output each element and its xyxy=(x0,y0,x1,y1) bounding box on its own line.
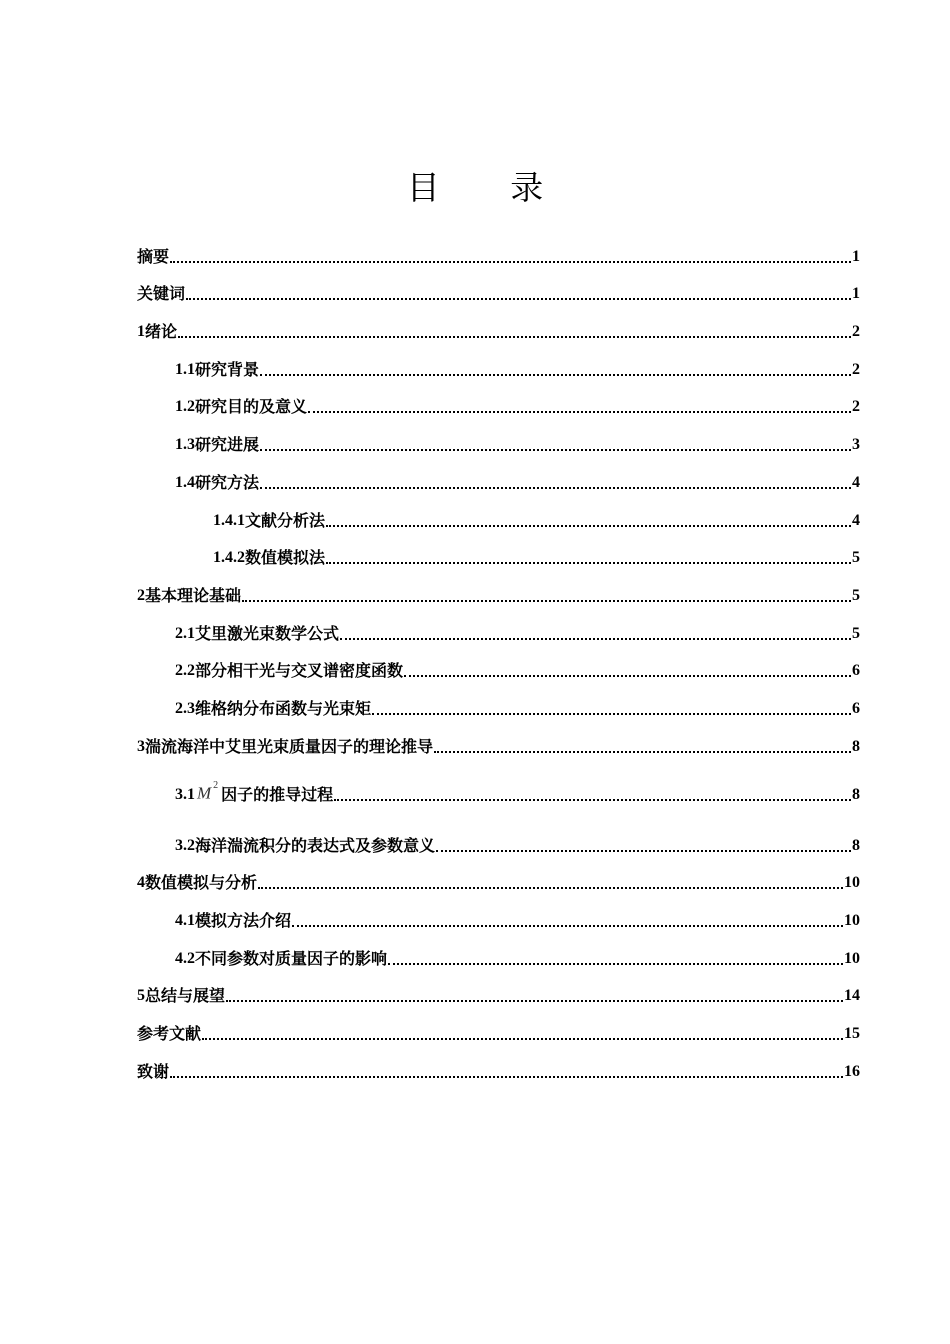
toc-entry-2-2[interactable] xyxy=(137,652,860,690)
dot-leader xyxy=(178,336,851,338)
toc-entry-number: 1.3 xyxy=(175,436,195,454)
dot-leader xyxy=(260,374,851,376)
toc-entry-references[interactable] xyxy=(137,1014,860,1052)
toc-page-number: 1 xyxy=(852,285,860,303)
toc-entry-number: 3 xyxy=(137,737,145,755)
toc-entry-title: 参考文献 xyxy=(137,1024,202,1044)
toc-entry-chapter-2[interactable] xyxy=(137,576,860,614)
dot-leader xyxy=(242,600,851,602)
dot-leader xyxy=(170,1076,843,1078)
toc-entry-number: 2.1 xyxy=(175,624,195,642)
toc-page-number: 4 xyxy=(852,511,860,529)
dot-leader xyxy=(260,487,851,489)
toc-page-number: 8 xyxy=(852,737,860,755)
toc-entry-number: 1.4.2 xyxy=(213,549,245,567)
toc-entry-title: 基本理论基础 xyxy=(145,585,242,605)
toc-page-number: 1 xyxy=(852,247,860,265)
toc-entry-4-2[interactable] xyxy=(137,939,860,977)
toc-entry-title: 数值模拟法 xyxy=(245,548,326,568)
toc-entry-1-4-1[interactable] xyxy=(137,501,860,539)
toc-page-number: 5 xyxy=(852,624,860,642)
toc-entry-title: 研究目的及意义 xyxy=(195,397,308,417)
table-of-contents xyxy=(137,237,860,1090)
toc-page-number: 14 xyxy=(844,987,860,1005)
toc-entry-number: 4 xyxy=(137,874,145,892)
toc-page-number: 4 xyxy=(852,473,860,491)
toc-entry-title: 研究背景 xyxy=(195,359,260,379)
page-title: 目 录 xyxy=(406,168,574,208)
toc-entry-number: 1 xyxy=(137,323,145,341)
toc-page-number: 8 xyxy=(852,836,860,854)
dot-leader xyxy=(258,887,843,889)
toc-entry-title: 湍流海洋中艾里光束质量因子的理论推导 xyxy=(145,736,434,756)
toc-entry-number: 2.3 xyxy=(175,699,195,717)
toc-entry-title: 因子的推导过程 xyxy=(221,784,334,804)
dot-leader xyxy=(404,675,851,677)
toc-entry-title: 模拟方法介绍 xyxy=(195,911,292,930)
dot-leader xyxy=(326,525,851,527)
toc-entry-number: 1.4 xyxy=(175,473,195,491)
toc-page-number: 2 xyxy=(852,398,860,416)
toc-page-number: 16 xyxy=(844,1062,860,1080)
toc-entry-title: 数值模拟与分析 xyxy=(145,873,258,893)
dot-leader xyxy=(326,562,851,564)
toc-entry-number: 5 xyxy=(137,987,145,1005)
toc-page-number: 2 xyxy=(852,360,860,378)
toc-entry-acknowledgements[interactable] xyxy=(137,1052,860,1090)
toc-entry-title: 致谢 xyxy=(137,1061,170,1081)
toc-entry-2-1[interactable] xyxy=(137,614,860,652)
dot-leader xyxy=(372,713,851,715)
dot-leader xyxy=(340,638,851,640)
toc-entry-number: 1.4.1 xyxy=(213,511,245,529)
toc-entry-title: 文献分析法 xyxy=(245,510,326,530)
dot-leader xyxy=(292,925,843,927)
toc-entry-4-1[interactable] xyxy=(137,901,860,939)
toc-page-number: 5 xyxy=(852,586,860,604)
toc-entry-title: 摘要 xyxy=(137,246,170,266)
toc-page-number: 15 xyxy=(844,1025,860,1043)
toc-entry-3-2[interactable] xyxy=(137,813,860,864)
toc-entry-chapter-5[interactable] xyxy=(137,977,860,1015)
toc-page-number: 10 xyxy=(844,949,860,967)
toc-entry-title: 关键词 xyxy=(137,284,186,304)
dot-leader xyxy=(202,1038,843,1040)
toc-page-number: 2 xyxy=(852,323,860,341)
toc-entry-title: 研究进展 xyxy=(195,435,260,455)
toc-entry-title: 海洋湍流积分的表达式及参数意义 xyxy=(195,835,436,855)
toc-page-number: 6 xyxy=(852,699,860,717)
dot-leader xyxy=(260,449,851,451)
toc-entry-chapter-4[interactable] xyxy=(137,864,860,902)
dot-leader xyxy=(226,1000,843,1002)
toc-entry-1-4[interactable] xyxy=(137,463,860,501)
toc-entry-number: 2 xyxy=(137,586,145,604)
toc-page-number: 5 xyxy=(852,549,860,567)
dot-leader xyxy=(388,963,843,965)
dot-leader xyxy=(436,850,851,852)
toc-entry-title: 艾里激光束数学公式 xyxy=(195,623,340,643)
dot-leader xyxy=(308,411,851,413)
toc-entry-title: 不同参数对质量因子的影响 xyxy=(195,948,388,968)
toc-entry-title: 维格纳分布函数与光束矩 xyxy=(195,698,372,718)
toc-entry-title: 绪论 xyxy=(145,322,178,342)
dot-leader xyxy=(334,799,851,801)
toc-entry-3-1[interactable] xyxy=(137,765,860,813)
math-symbol-m-squared: M $^2$ xyxy=(197,779,219,803)
toc-entry-number: 4.2 xyxy=(175,949,195,967)
toc-entry-1-3[interactable] xyxy=(137,425,860,463)
toc-page-number: 8 xyxy=(852,785,860,803)
toc-entry-2-3[interactable] xyxy=(137,689,860,727)
toc-page-number: 3 xyxy=(852,436,860,454)
toc-entry-title: 部分相干光与交叉谱密度函数 xyxy=(195,661,404,681)
toc-entry-chapter-3[interactable] xyxy=(137,727,860,765)
toc-page-number: 6 xyxy=(852,662,860,680)
toc-entry-1-4-2[interactable] xyxy=(137,539,860,577)
dot-leader xyxy=(170,261,851,263)
toc-entry-keywords[interactable] xyxy=(137,275,860,313)
dot-leader xyxy=(434,751,851,753)
toc-page-number: 10 xyxy=(844,912,860,929)
toc-entry-title: 研究方法 xyxy=(195,472,260,492)
toc-entry-number: 3.2 xyxy=(175,836,195,854)
toc-entry-title: 总结与展望 xyxy=(145,986,226,1006)
toc-entry-number: 1.1 xyxy=(175,360,195,378)
toc-entry-chapter-1[interactable] xyxy=(137,312,860,350)
toc-entry-abstract[interactable] xyxy=(137,237,860,275)
toc-entry-1-1[interactable] xyxy=(137,350,860,388)
toc-entry-1-2[interactable] xyxy=(137,388,860,426)
toc-entry-number: 2.2 xyxy=(175,662,195,680)
toc-entry-number: 4.1 xyxy=(175,912,195,929)
toc-entry-number: 3.1 xyxy=(175,785,195,803)
toc-page-number: 10 xyxy=(844,874,860,892)
dot-leader xyxy=(186,298,851,300)
toc-entry-number: 1.2 xyxy=(175,398,195,416)
